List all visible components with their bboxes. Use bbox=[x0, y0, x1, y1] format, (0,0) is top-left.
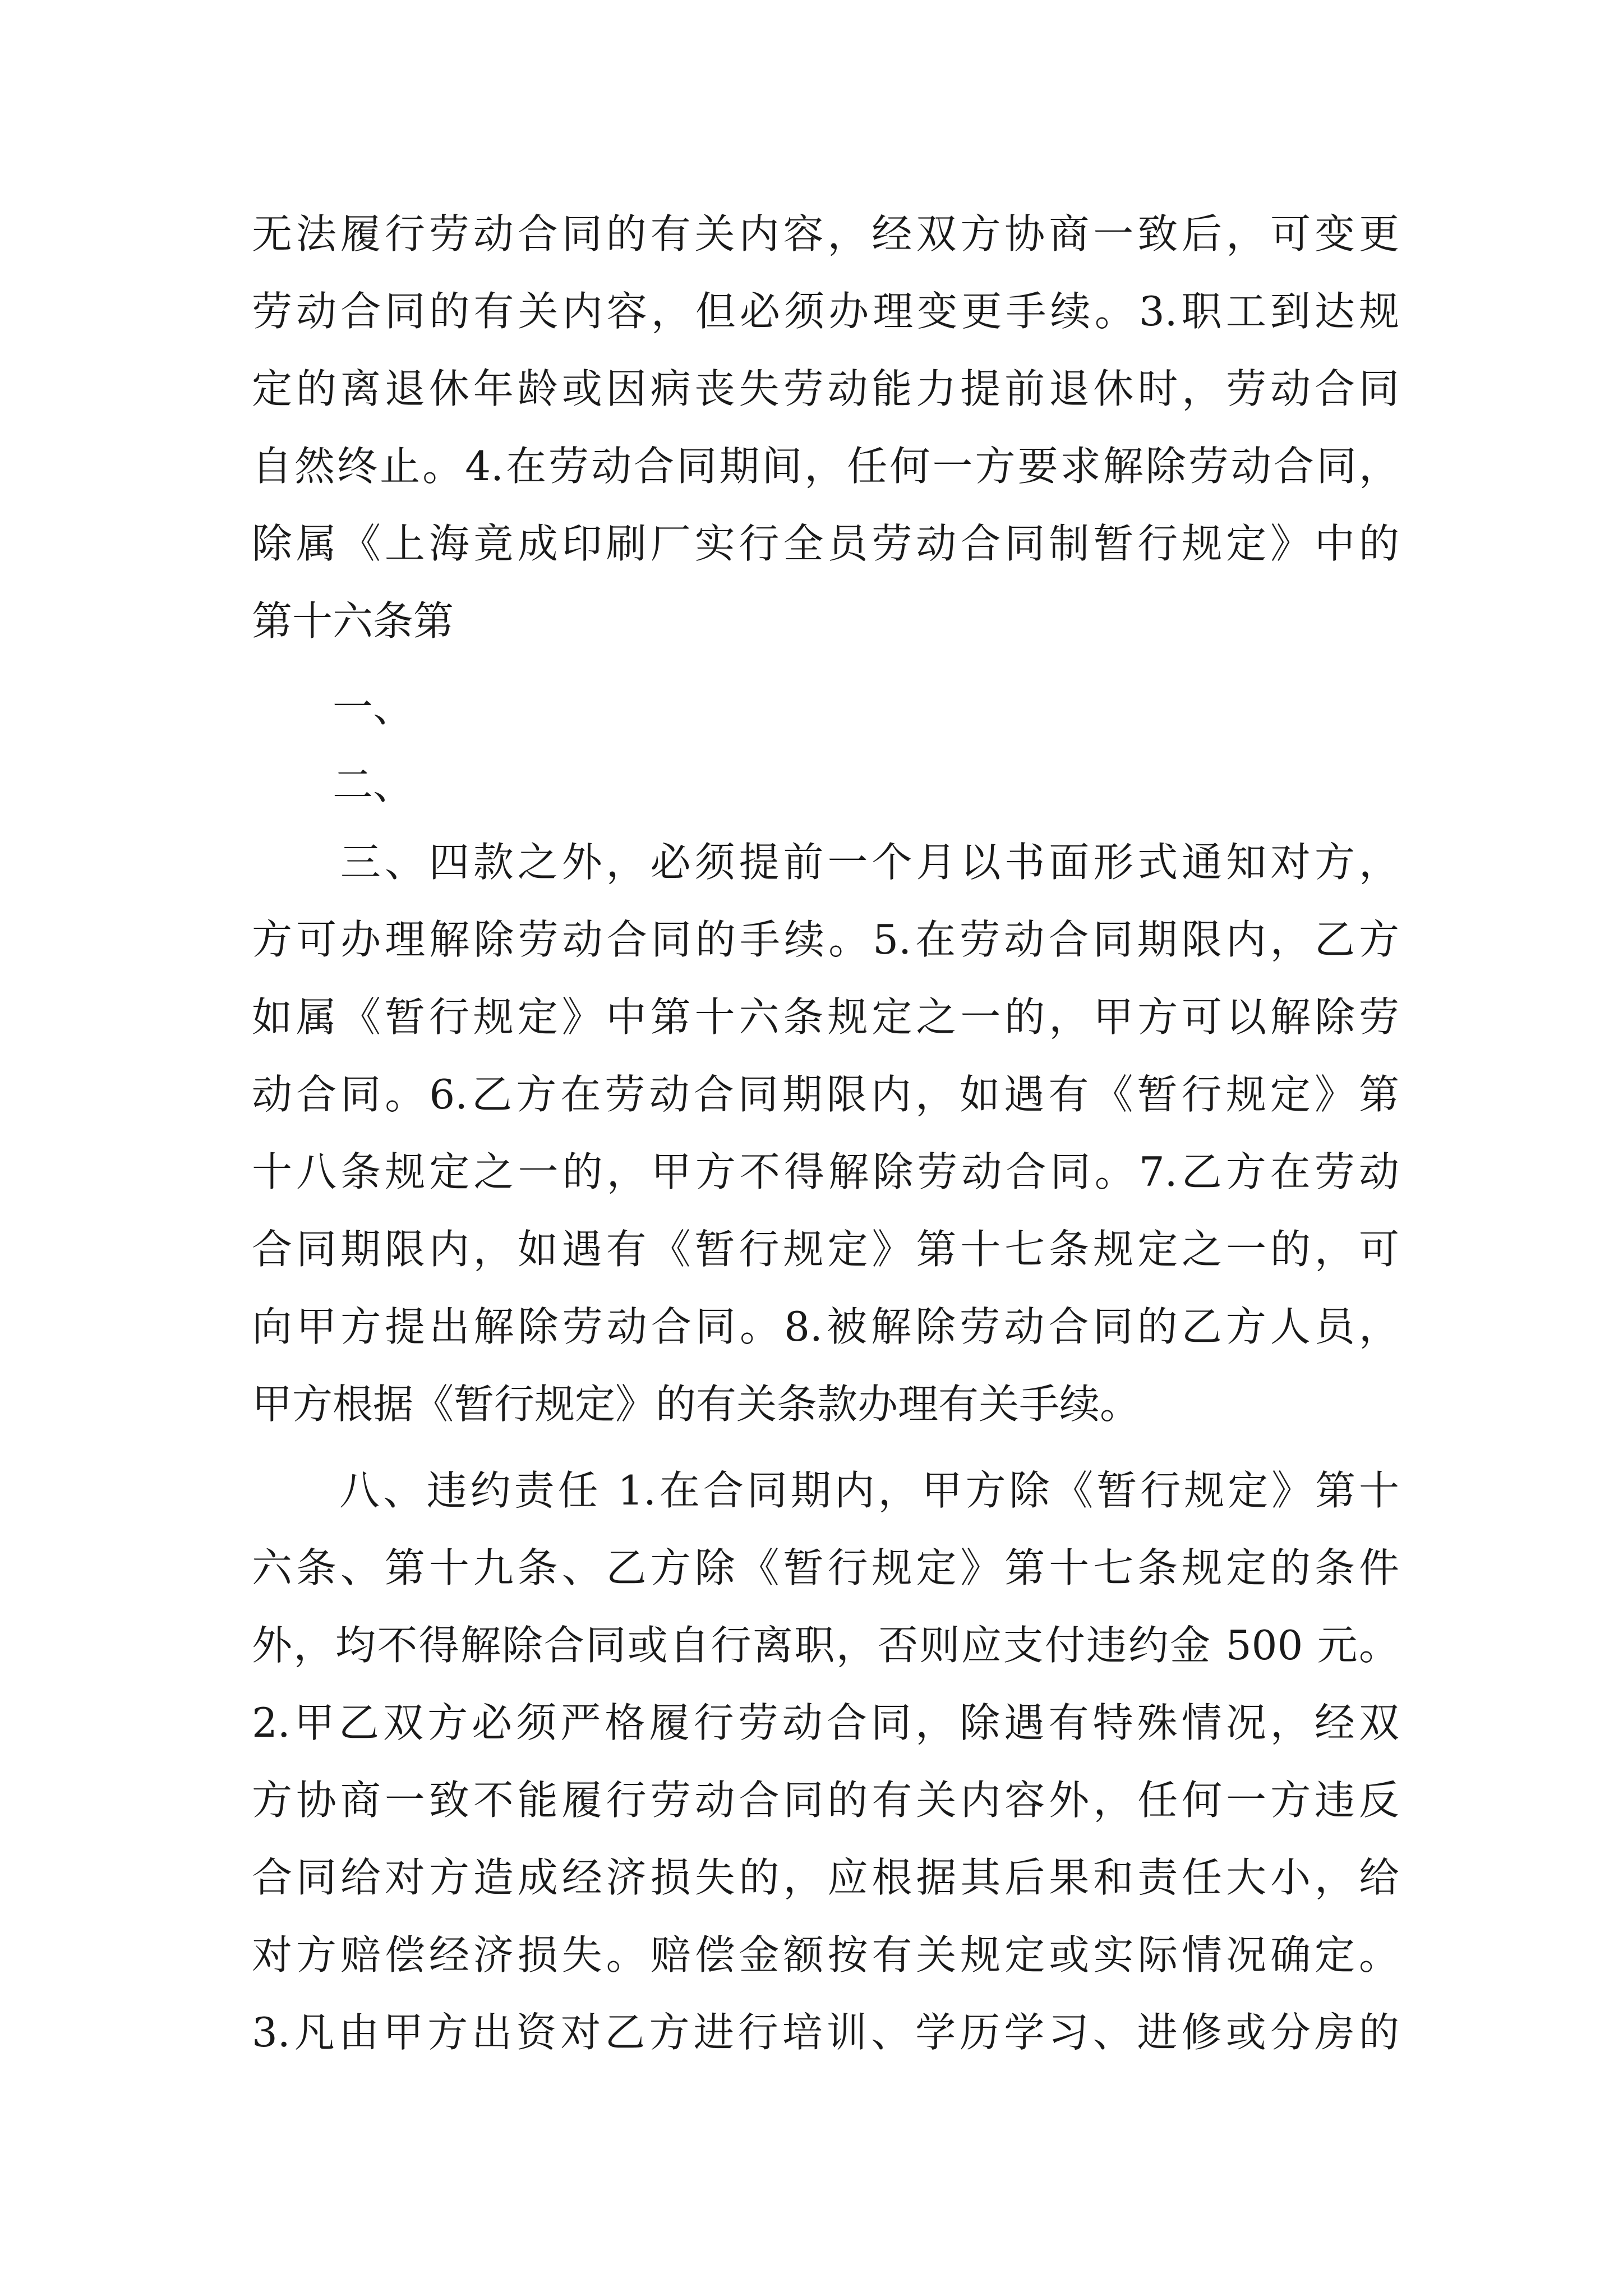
text-line: 方可办理解除劳动合同的手续。5.在劳动合同期限内，乙方 bbox=[252, 916, 1399, 963]
text-line: 一、 bbox=[252, 684, 414, 731]
text-line: 六条、第十九条、乙方除《暂行规定》第十七条规定的条件 bbox=[252, 1544, 1399, 1591]
text-line: 对方赔偿经济损失。赔偿金额按有关规定或实际情况确定。 bbox=[252, 1931, 1399, 1978]
text-line: 三、四款之外，必须提前一个月以书面形式通知对方， bbox=[252, 839, 1399, 886]
text-line: 第十六条第 bbox=[252, 597, 454, 645]
text-line: 无法履行劳动合同的有关内容，经双方协商一致后，可变更 bbox=[252, 210, 1399, 257]
text-line: 2.甲乙双方必须严格履行劳动合同，除遇有特殊情况，经双 bbox=[252, 1699, 1399, 1746]
text-line: 八、违约责任 1.在合同期内，甲方除《暂行规定》第十 bbox=[252, 1467, 1399, 1514]
text-line: 3.凡由甲方出资对乙方进行培训、学历学习、进修或分房的 bbox=[252, 2009, 1399, 2056]
document-body bbox=[252, 195, 1399, 2071]
text-line: 动合同。6.乙方在劳动合同期限内，如遇有《暂行规定》第 bbox=[252, 1071, 1399, 1118]
text-line: 自然终止。4.在劳动合同期间，任何一方要求解除劳动合同， bbox=[252, 443, 1399, 490]
text-line: 外，均不得解除合同或自行离职，否则应支付违约金 500 元。 bbox=[252, 1622, 1399, 1669]
text-line: 十八条规定之一的，甲方不得解除劳动合同。7.乙方在劳动 bbox=[252, 1148, 1399, 1195]
text-line: 方协商一致不能履行劳动合同的有关内容外，任何一方违反 bbox=[252, 1777, 1399, 1824]
text-line: 二、 bbox=[252, 761, 414, 808]
text-line: 甲方根据《暂行规定》的有关条款办理有关手续。 bbox=[252, 1381, 1141, 1428]
text-line: 劳动合同的有关内容，但必须办理变更手续。3.职工到达规 bbox=[252, 288, 1399, 335]
text-line: 向甲方提出解除劳动合同。8.被解除劳动合同的乙方人员， bbox=[252, 1303, 1399, 1350]
text-line: 如属《暂行规定》中第十六条规定之一的，甲方可以解除劳 bbox=[252, 993, 1399, 1041]
text-line: 除属《上海竟成印刷厂实行全员劳动合同制暂行规定》中的 bbox=[252, 520, 1399, 567]
text-line: 合同给对方造成经济损失的，应根据其后果和责任大小，给 bbox=[252, 1854, 1399, 1901]
text-line: 定的离退休年龄或因病丧失劳动能力提前退休时，劳动合同 bbox=[252, 365, 1399, 412]
text-line: 合同期限内，如遇有《暂行规定》第十七条规定之一的，可 bbox=[252, 1226, 1399, 1273]
